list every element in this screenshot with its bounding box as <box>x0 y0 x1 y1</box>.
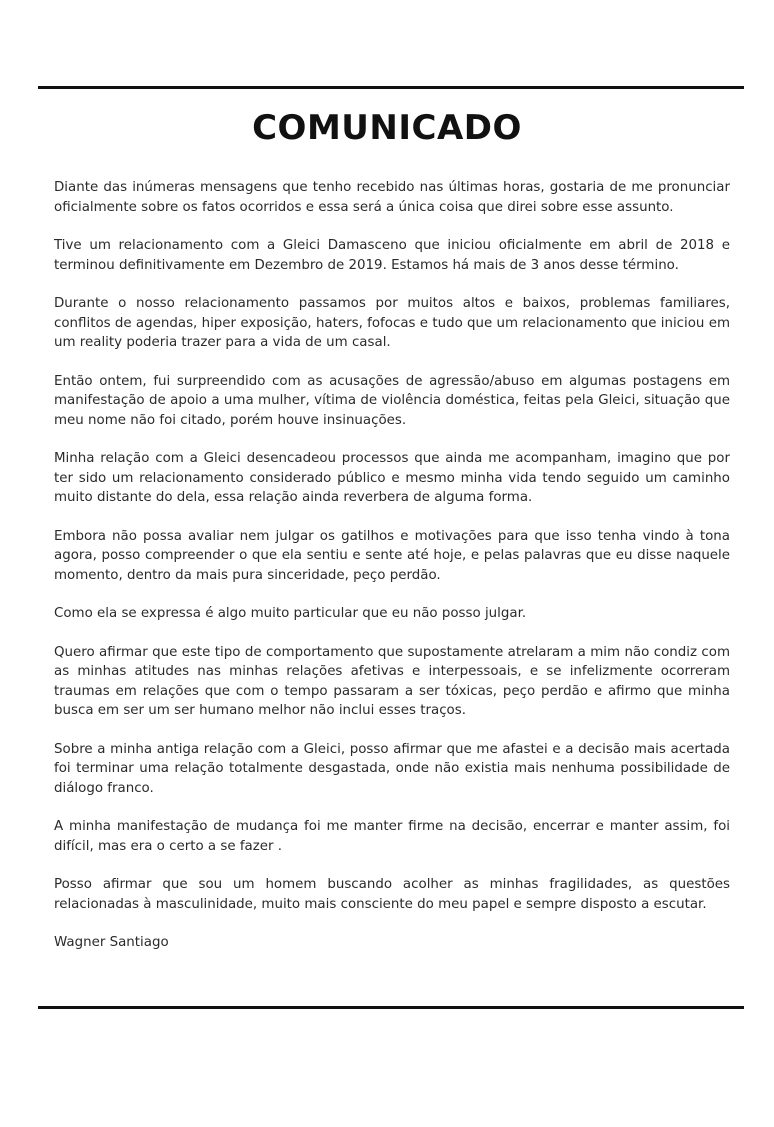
paragraph-1: Diante das inúmeras mensagens que tenho recebido nas últimas horas, gostaria de me pronunciar oficialmente sobre os fatos ocorridos e essa será a única coisa que direi sobre esse assunto. <box>54 180 730 215</box>
paragraph-6: Embora não possa avaliar nem julgar os gatilhos e motivações para que isso tenha vindo à tona agora, posso compreender o que ela sentiu e sente até hoje, e pelas palavras que eu disse naquele momento, dentro da mais pura sinceridade, peço perdão. <box>54 528 730 583</box>
paragraph-2: Tive um relacionamento com a Gleici Damasceno que iniciou oficialmente em abril de 2018 e terminou definitivamente em Dezembro de 2019. Estamos há mais de 3 anos desse término. <box>54 238 730 273</box>
document-title: COMUNICADO <box>252 108 522 148</box>
paragraph-7: Como ela se expressa é algo muito particular que eu não posso julgar. <box>54 606 527 621</box>
paragraph-9: Sobre a minha antiga relação com a Gleici, posso afirmar que me afastei e a decisão mais acertada foi terminar uma relação totalmente desgastada, onde não existia mais nenhuma possibilidade de diálogo franco. <box>54 741 730 796</box>
signature: Wagner Santiago <box>54 935 169 950</box>
statement-body <box>54 178 730 953</box>
paragraph-11: Posso afirmar que sou um homem buscando acolher as minhas fragilidades, as questões relacionadas à masculinidade, muito mais consciente do meu papel e sempre disposto a escutar. <box>54 877 730 912</box>
paragraph-8: Quero afirmar que este tipo de comportamento que supostamente atrelaram a mim não condiz com as minhas atitudes nas minhas relações afetivas e interpessoais, e se infelizmente ocorreram traumas em relações que com o tempo passaram a ser tóxicas, peço perdão e afirmo que minha busca em ser um ser humano melhor não inclui esses traços. <box>54 644 730 718</box>
paragraph-3: Durante o nosso relacionamento passamos por muitos altos e baixos, problemas familiares, conflitos de agendas, hiper exposição, haters, fofocas e tudo que um relacionamento que iniciou em um reality poderia trazer para a vida de um casal. <box>54 296 730 350</box>
paragraph-4: Então ontem, fui surpreendido com as acusações de agressão/abuso em algumas postagens em manifestação de apoio a uma mulher, vítima de violência doméstica, feitas pela Gleici, situação que meu nome não foi citado, porém houve insinuações. <box>54 373 730 428</box>
top-divider <box>38 86 744 89</box>
paragraph-10: A minha manifestação de mudança foi me manter firme na decisão, encerrar e manter assim, foi difícil, mas era o certo a se fazer . <box>54 819 730 854</box>
bottom-divider <box>38 1006 744 1009</box>
paragraph-5: Minha relação com a Gleici desencadeou processos que ainda me acompanham, imagino que por ter sido um relacionamento considerado público e mesmo minha vida tendo seguido um caminho muito distante do dela, essa relação ainda reverbera de alguma forma. <box>54 451 730 505</box>
